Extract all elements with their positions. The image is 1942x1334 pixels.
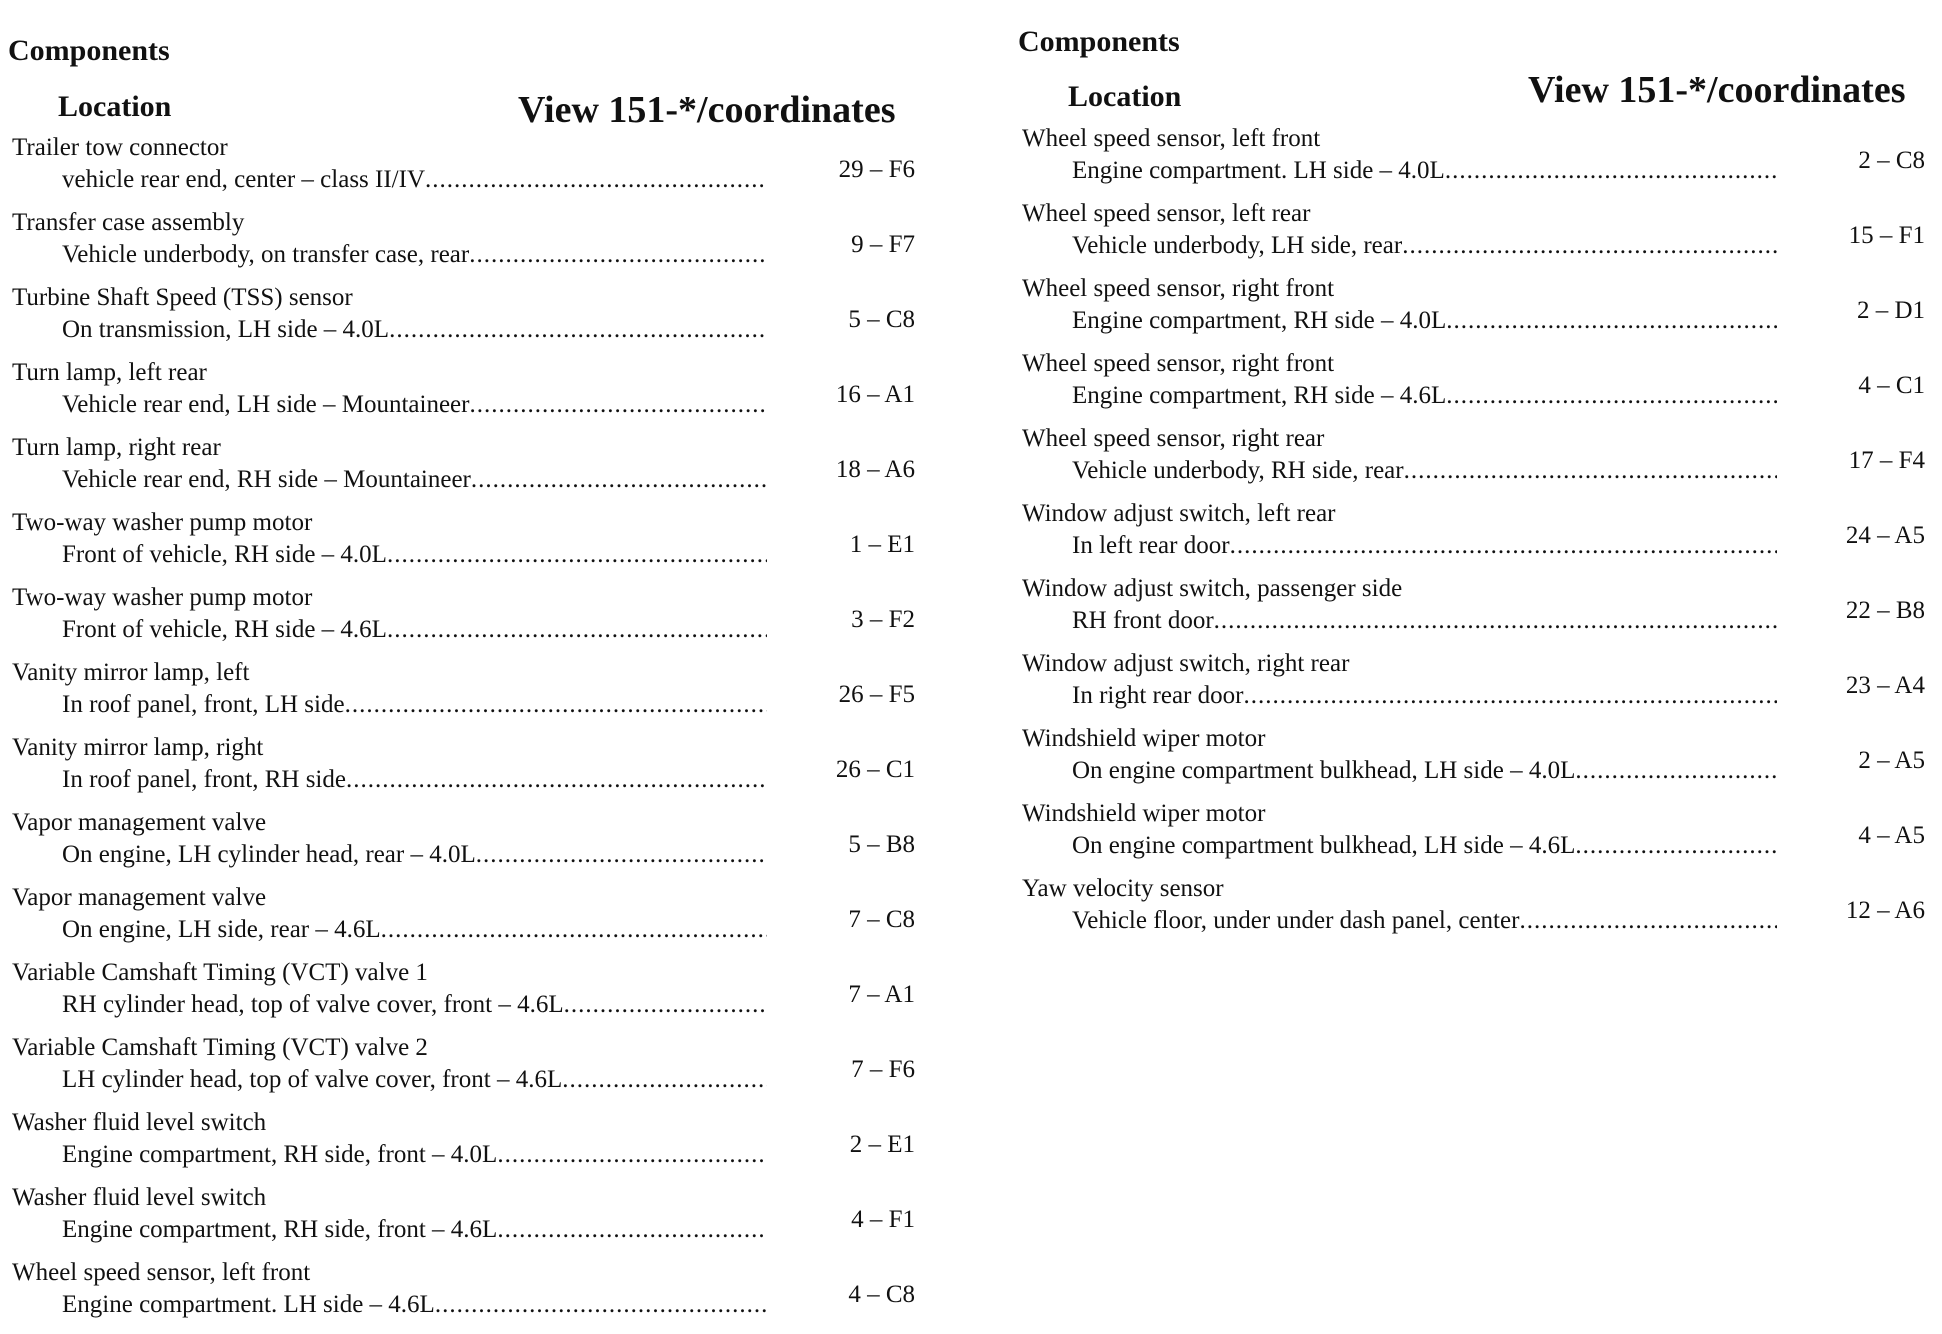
- component-name: Vapor management valve: [12, 884, 267, 911]
- component-location-detail: Engine compartment, RH side, front – 4.6L .....: [62, 1216, 767, 1244]
- component-location-detail: In roof panel, front, RH side .....: [62, 766, 767, 794]
- view-coordinate: 5 – C8: [848, 306, 915, 333]
- component-name: Window adjust switch, passenger side: [1022, 575, 1403, 602]
- view-coordinate: 15 – F1: [1848, 222, 1925, 249]
- component-entry: [1018, 800, 1933, 875]
- left-location-header: Location: [58, 90, 172, 123]
- component-name: Turn lamp, left rear: [12, 359, 207, 386]
- component-name: Transfer case assembly: [12, 209, 245, 236]
- component-name: Window adjust switch, right rear: [1022, 650, 1350, 677]
- component-location-detail: Engine compartment. LH side – 4.0L .....: [1072, 157, 1777, 185]
- component-entry: [8, 134, 923, 209]
- right-location-header: Location: [1068, 80, 1182, 113]
- component-location-detail: On engine, LH cylinder head, rear – 4.0L .....: [62, 841, 767, 869]
- view-coordinate: 5 – B8: [848, 831, 915, 858]
- component-location-detail: In left rear door .....: [1072, 532, 1777, 560]
- component-location-detail: Engine compartment, RH side – 4.0L .....: [1072, 307, 1777, 335]
- component-entry: [8, 284, 923, 359]
- component-name: Wheel speed sensor, right front: [1022, 275, 1335, 302]
- component-name: Window adjust switch, left rear: [1022, 500, 1336, 527]
- component-entry: [1018, 125, 1933, 200]
- view-coordinate: 2 – D1: [1856, 297, 1925, 324]
- component-entry: [8, 1259, 923, 1334]
- view-coordinate: 22 – B8: [1845, 597, 1925, 624]
- component-entry: [1018, 425, 1933, 500]
- view-coordinate: 18 – A6: [835, 456, 915, 483]
- component-entry: [8, 359, 923, 434]
- view-coordinate: 4 – A5: [1858, 822, 1925, 849]
- component-entry: [8, 884, 923, 959]
- component-name: Wheel speed sensor, right front: [1022, 350, 1335, 377]
- component-location-detail: Engine compartment. LH side – 4.6L .....: [62, 1291, 767, 1319]
- view-coordinate: 12 – A6: [1845, 897, 1925, 924]
- component-name: Wheel speed sensor, left rear: [1022, 200, 1311, 227]
- component-name: Windshield wiper motor: [1022, 725, 1266, 752]
- component-location-detail: On engine compartment bulkhead, LH side – 4.0L .....: [1072, 757, 1777, 785]
- component-location-detail: In roof panel, front, LH side .....: [62, 691, 767, 719]
- component-location-detail: LH cylinder head, top of valve cover, front – 4.6L .....: [62, 1066, 767, 1094]
- view-coordinate: 26 – C1: [835, 756, 915, 783]
- component-entry: [1018, 875, 1933, 950]
- view-coordinate: 2 – A5: [1858, 747, 1925, 774]
- component-name: Two-way washer pump motor: [12, 509, 313, 536]
- view-coordinate: 17 – F4: [1848, 447, 1925, 474]
- component-entry: [1018, 650, 1933, 725]
- component-entry: [8, 1109, 923, 1184]
- component-location-detail: Vehicle floor, under under dash panel, center .....: [1072, 907, 1777, 935]
- component-entry: [8, 734, 923, 809]
- component-entry: [8, 584, 923, 659]
- view-coordinate: 23 – A4: [1845, 672, 1925, 699]
- component-entry: [8, 659, 923, 734]
- component-name: Trailer tow connector: [12, 134, 228, 161]
- component-location-detail: Engine compartment, RH side, front – 4.0L .....: [62, 1141, 767, 1169]
- component-entry: [1018, 275, 1933, 350]
- view-coordinate: 7 – F6: [851, 1056, 915, 1083]
- component-location-detail: Engine compartment, RH side – 4.6L .....: [1072, 382, 1777, 410]
- component-location-detail: RH cylinder head, top of valve cover, front – 4.6L .....: [62, 991, 767, 1019]
- component-location-detail: On engine, LH side, rear – 4.6L .....: [62, 916, 767, 944]
- right-view-coordinates-header: View 151-*/coordinates: [1528, 69, 1906, 111]
- view-coordinate: 2 – C8: [1858, 147, 1925, 174]
- component-name: Two-way washer pump motor: [12, 584, 313, 611]
- component-entry: [8, 209, 923, 284]
- component-location-detail: Vehicle underbody, RH side, rear .....: [1072, 457, 1777, 485]
- left-components-heading: Components: [8, 34, 170, 67]
- view-coordinate: 4 – C8: [848, 1281, 915, 1308]
- view-coordinate: 1 – E1: [849, 531, 915, 558]
- component-entry: [8, 959, 923, 1034]
- component-name: Wheel speed sensor, left front: [1022, 125, 1321, 152]
- component-name: Wheel speed sensor, left front: [12, 1259, 311, 1286]
- component-entry: [1018, 575, 1933, 650]
- component-name: Washer fluid level switch: [12, 1109, 267, 1136]
- view-coordinate: 29 – F6: [838, 156, 915, 183]
- component-entry: [1018, 725, 1933, 800]
- component-location-detail: In right rear door .....: [1072, 682, 1777, 710]
- component-location-detail: RH front door .....: [1072, 607, 1777, 635]
- component-name: Yaw velocity sensor: [1022, 875, 1224, 902]
- view-coordinate: 26 – F5: [838, 681, 915, 708]
- component-entry: [8, 434, 923, 509]
- component-name: Windshield wiper motor: [1022, 800, 1266, 827]
- view-coordinate: 4 – F1: [851, 1206, 915, 1233]
- component-entry: [8, 1034, 923, 1109]
- component-name: Vanity mirror lamp, left: [12, 659, 250, 686]
- view-coordinate: 24 – A5: [1845, 522, 1925, 549]
- component-entry: [8, 509, 923, 584]
- component-location-detail: Front of vehicle, RH side – 4.6L .....: [62, 616, 767, 644]
- view-coordinate: 16 – A1: [835, 381, 915, 408]
- component-name: Variable Camshaft Timing (VCT) valve 2: [12, 1034, 428, 1061]
- component-location-detail: Vehicle underbody, on transfer case, rear .....: [62, 241, 767, 269]
- component-name: Turn lamp, right rear: [12, 434, 221, 461]
- component-entry: [1018, 350, 1933, 425]
- component-location-detail: Vehicle rear end, RH side – Mountaineer .....: [62, 466, 767, 494]
- component-location-detail: Vehicle underbody, LH side, rear .....: [1072, 232, 1777, 260]
- view-coordinate: 9 – F7: [851, 231, 915, 258]
- view-coordinate: 7 – A1: [848, 981, 915, 1008]
- component-location-detail: vehicle rear end, center – class II/IV .....: [62, 166, 767, 194]
- view-coordinate: 7 – C8: [848, 906, 915, 933]
- component-entry: [8, 809, 923, 884]
- component-entry: [1018, 200, 1933, 275]
- component-name: Turbine Shaft Speed (TSS) sensor: [12, 284, 353, 311]
- component-location-detail: Vehicle rear end, LH side – Mountaineer .....: [62, 391, 767, 419]
- component-name: Variable Camshaft Timing (VCT) valve 1: [12, 959, 428, 986]
- component-location-detail: Front of vehicle, RH side – 4.0L .....: [62, 541, 767, 569]
- component-name: Vanity mirror lamp, right: [12, 734, 264, 761]
- left-view-coordinates-header: View 151-*/coordinates: [518, 89, 896, 131]
- component-name: Wheel speed sensor, right rear: [1022, 425, 1325, 452]
- component-location-detail: On transmission, LH side – 4.0L .....: [62, 316, 767, 344]
- component-entry: [8, 1184, 923, 1259]
- view-coordinate: 3 – F2: [851, 606, 915, 633]
- component-name: Washer fluid level switch: [12, 1184, 267, 1211]
- component-entry: [1018, 500, 1933, 575]
- component-location-detail: On engine compartment bulkhead, LH side – 4.6L .....: [1072, 832, 1777, 860]
- component-name: Vapor management valve: [12, 809, 267, 836]
- right-components-heading: Components: [1018, 25, 1180, 58]
- view-coordinate: 2 – E1: [849, 1131, 915, 1158]
- view-coordinate: 4 – C1: [1858, 372, 1925, 399]
